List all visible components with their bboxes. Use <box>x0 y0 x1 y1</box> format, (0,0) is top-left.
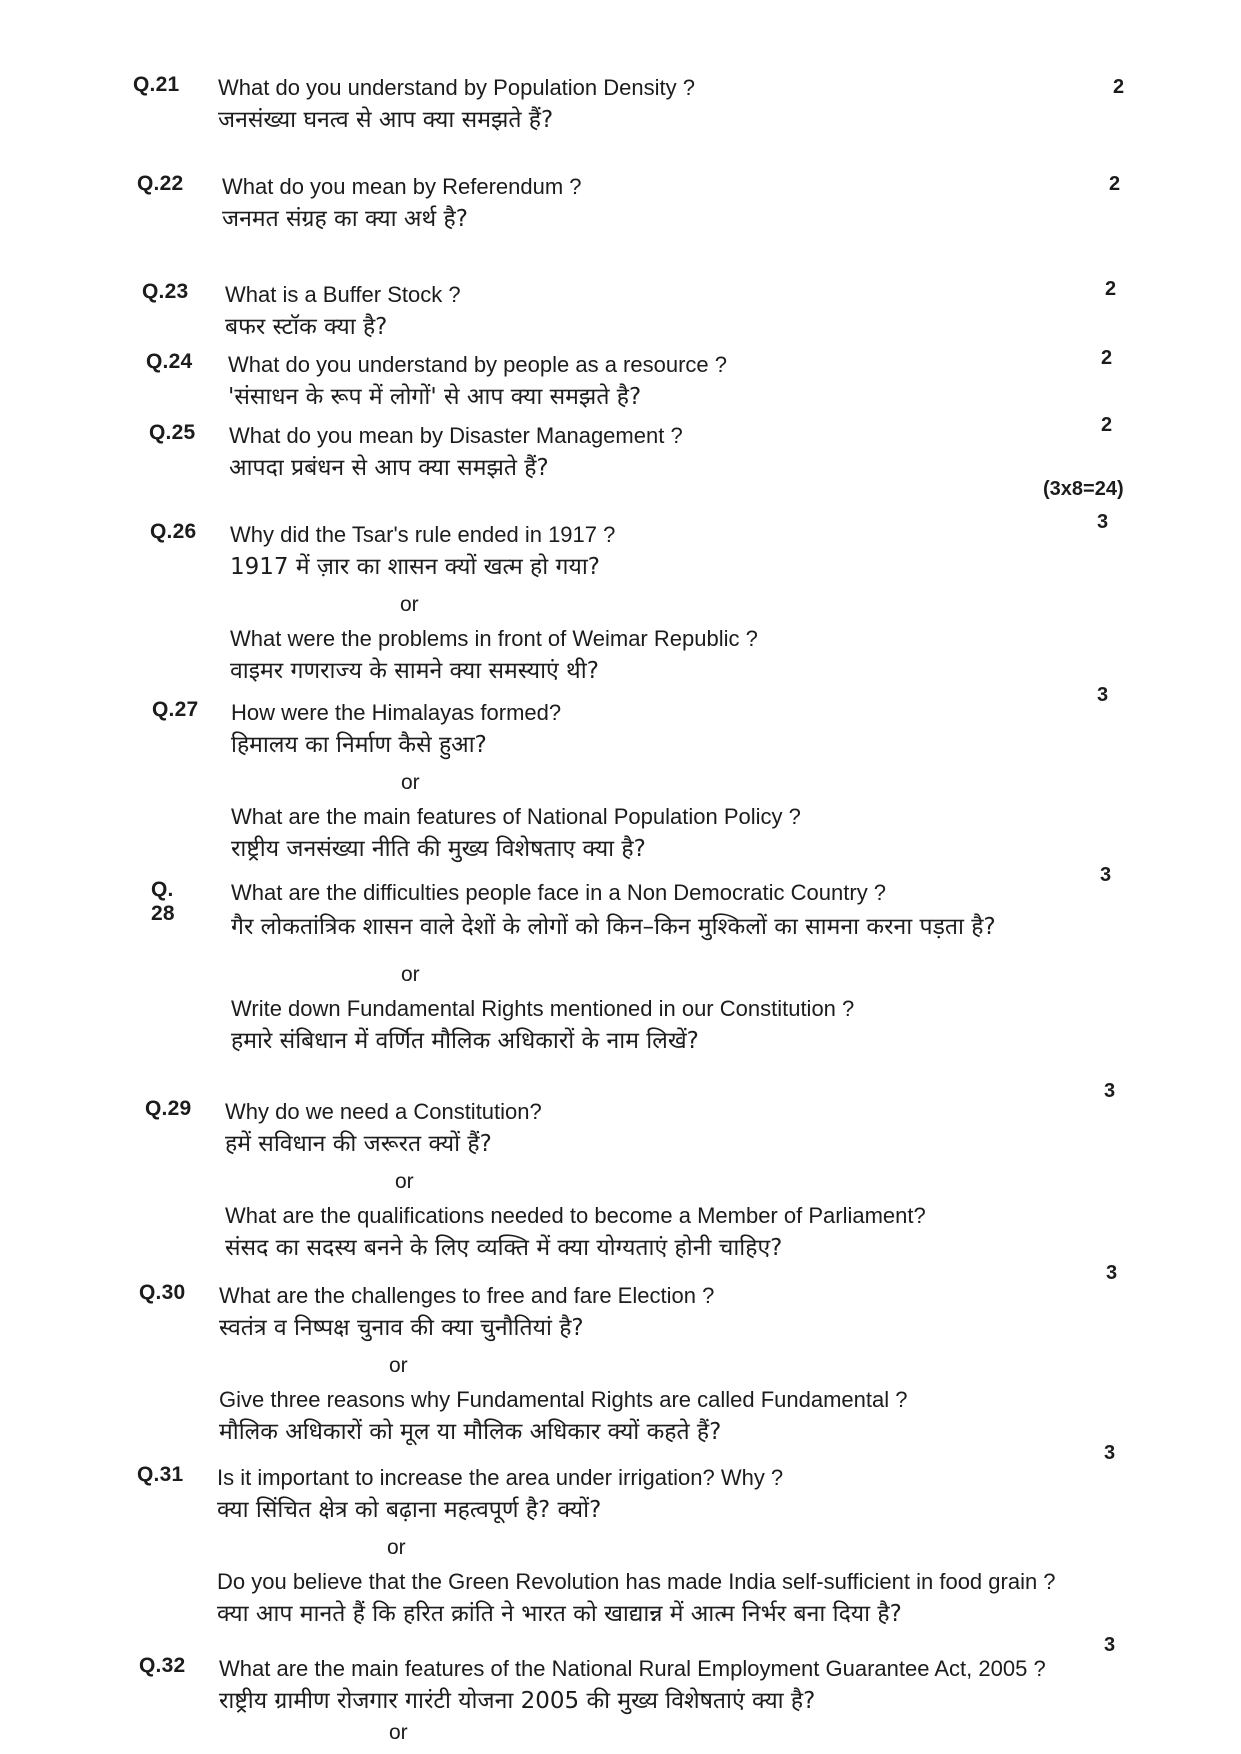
question-text-english: What do you understand by people as a resource ? <box>228 352 727 377</box>
question-number: Q.31 <box>137 1463 184 1486</box>
question-text-english: What do you understand by Population Density ? <box>218 75 695 100</box>
question-text-hindi: 1917 में ज़ार का शासन क्यों खत्म हो गया? <box>230 554 600 580</box>
question-text-hindi: क्या सिंचित क्षेत्र को बढ़ाना महत्वपूर्ण है? क्यों? <box>217 1497 602 1523</box>
alternative-question-english: Give three reasons why Fundamental Rights are called Fundamental ? <box>219 1387 908 1412</box>
question-text-hindi: 'संसाधन के रूप में लोगों' से आप क्या समझते है? <box>228 384 642 410</box>
question-text-english: Why do we need a Constitution? <box>225 1099 542 1124</box>
marks-24: 2 <box>1101 347 1113 369</box>
marks-31: 3 <box>1104 1442 1116 1464</box>
question-text-english: Why did the Tsar's rule ended in 1917 ? <box>230 522 616 547</box>
question-text-english: What are the main features of the National Rural Employment Guarantee Act, 2005 ? <box>219 1656 1046 1681</box>
section-marks: (3x8=24) <box>1043 478 1124 500</box>
marks-30: 3 <box>1106 1262 1118 1284</box>
marks-21: 2 <box>1113 76 1125 98</box>
alternative-question-english: What are the qualifications needed to become a Member of Parliament? <box>225 1203 926 1228</box>
question-text-hindi: हमें सविधान की जरूरत क्यों हैं? <box>225 1131 492 1157</box>
question-number: Q. 28 <box>151 878 175 925</box>
question-text-hindi: स्वतंत्र व निष्पक्ष चुनाव की क्या चुनौतियां है? <box>219 1315 584 1341</box>
question-number: Q.30 <box>139 1281 186 1304</box>
question-number: Q.27 <box>152 698 199 721</box>
or-separator: or <box>395 1170 414 1193</box>
question-number: Q.22 <box>137 172 184 195</box>
alternative-question-english: What were the problems in front of Weimar Republic ? <box>230 626 758 651</box>
or-separator: or <box>401 771 420 794</box>
or-separator: or <box>389 1721 408 1744</box>
question-text-hindi: राष्ट्रीय ग्रामीण रोजगार गारंटी योजना 2005 की मुख्य विशेषताएं क्या है? <box>219 1688 816 1714</box>
question-text-hindi: आपदा प्रबंधन से आप क्या समझते हैं? <box>229 455 549 481</box>
marks-29: 3 <box>1104 1080 1116 1102</box>
or-separator: or <box>389 1354 408 1377</box>
alternative-question-hindi: संसद का सदस्य बनने के लिए व्यक्ति में क्या योग्यताएं होनी चाहिए? <box>225 1235 783 1261</box>
or-separator: or <box>401 963 420 986</box>
marks-32: 3 <box>1104 1634 1116 1656</box>
question-text-hindi: हिमालय का निर्माण कैसे हुआ? <box>231 732 487 758</box>
question-number: Q.32 <box>139 1654 186 1677</box>
question-text-english: What are the difficulties people face in a Non Democratic Country ? <box>231 880 887 905</box>
question-text-english: What do you mean by Referendum ? <box>222 174 582 199</box>
or-separator: or <box>400 593 419 616</box>
alternative-question-english: What are the main features of National Population Policy ? <box>231 804 801 829</box>
alternative-question-hindi: हमारे संबिधान में वर्णित मौलिक अधिकारों के नाम लिखें? <box>231 1028 699 1054</box>
question-number: Q.23 <box>142 280 189 303</box>
question-text-hindi: जनमत संग्रह का क्या अर्थ है? <box>222 206 468 232</box>
or-separator: or <box>387 1536 406 1559</box>
question-number: Q.26 <box>150 520 197 543</box>
question-text-hindi: गैर लोकतांत्रिक शासन वाले देशों के लोगों को किन–किन मुश्किलों का सामना करना पड़ता है? <box>231 914 996 940</box>
alternative-question-english: Do you believe that the Green Revolution has made India self-sufficient in food grain ? <box>217 1569 1056 1594</box>
alternative-question-english: Write down Fundamental Rights mentioned in our Constitution ? <box>231 996 855 1021</box>
marks-28: 3 <box>1100 864 1112 886</box>
question-number: Q.25 <box>149 421 196 444</box>
question-text-hindi: बफर स्टॉक क्या है? <box>225 314 388 340</box>
question-text-english: How were the Himalayas formed? <box>231 700 562 725</box>
alternative-question-hindi: वाइमर गणराज्य के सामने क्या समस्याएं थी? <box>230 658 599 684</box>
marks-22: 2 <box>1109 173 1121 195</box>
marks-26: 3 <box>1097 511 1109 533</box>
marks-23: 2 <box>1105 278 1117 300</box>
question-number: Q.21 <box>133 73 180 96</box>
alternative-question-hindi: क्या आप मानते हैं कि हरित क्रांति ने भारत को खाद्यान्न में आत्म निर्भर बना दिया है? <box>217 1601 902 1627</box>
question-text-english: Is it important to increase the area under irrigation? Why ? <box>217 1465 784 1490</box>
alternative-question-hindi: राष्ट्रीय जनसंख्या नीति की मुख्य विशेषताए क्या है? <box>231 836 646 862</box>
marks-25: 2 <box>1101 414 1113 436</box>
marks-27: 3 <box>1097 684 1109 706</box>
question-number: Q.29 <box>145 1097 192 1120</box>
question-text-hindi: जनसंख्या घनत्व से आप क्या समझते हैं? <box>218 107 554 133</box>
question-text-english: What do you mean by Disaster Management ? <box>229 423 683 448</box>
alternative-question-hindi: मौलिक अधिकारों को मूल या मौलिक अधिकार क्यों कहते हैं? <box>219 1419 722 1445</box>
question-number: Q.24 <box>146 350 193 373</box>
question-text-english: What is a Buffer Stock ? <box>225 282 461 307</box>
question-text-english: What are the challenges to free and fare Election ? <box>219 1283 715 1308</box>
